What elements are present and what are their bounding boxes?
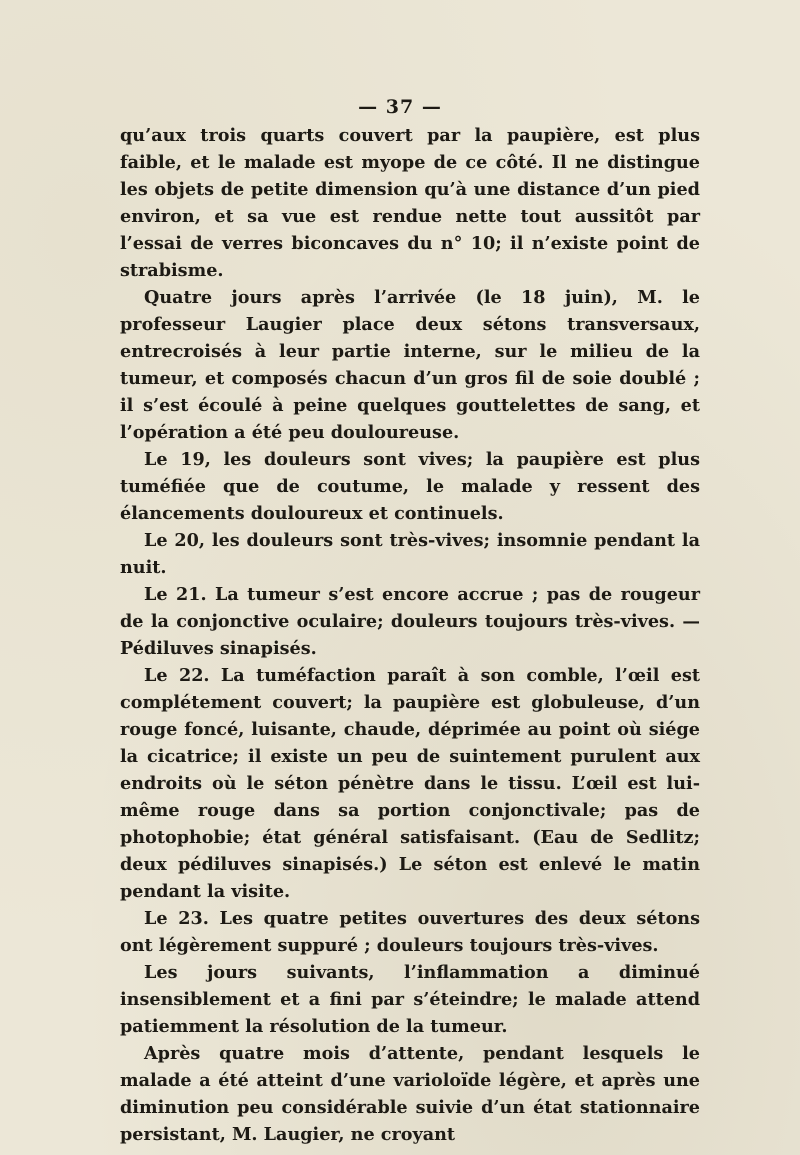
paragraph: Le 19, les douleurs sont vives; la paupière est plus tuméfiée que de coutume, le malade y ressent des élancements douloureux et continuels. [120,449,700,524]
body-text [120,122,700,1148]
paragraph: Le 23. Les quatre petites ouvertures des deux sétons ont légèrement suppuré ; douleurs toujours très-vives. [120,908,700,956]
page-number: — 37 — [358,96,442,118]
paragraph: Le 21. La tumeur s’est encore accrue ; pas de rougeur de la conjonctive oculaire; douleurs toujours très-vives. — Pédiluves sinapisés. [120,584,700,659]
paragraph: Le 20, les douleurs sont très-vives; insomnie pendant la nuit. [120,530,700,578]
paragraph: Quatre jours après l’arrivée (le 18 juin), M. le professeur Laugier place deux sétons transversaux, entrecroisés à leur partie interne, sur le milieu de la tumeur, et composés chacun d’un gros fil de soie doublé ; il s’est écoulé à peine quelques gouttelettes de sang, et l’opération a été peu douloureuse. [120,287,700,443]
paragraph: Après quatre mois d’attente, pendant lesquels le malade a été atteint d’une varioloïde légère, et après une diminution peu considérable suivie d’un état stationnaire persistant, M. Laugier, ne croyant [120,1043,700,1145]
paragraph: qu’aux trois quarts couvert par la paupière, est plus faible, et le malade est myope de ce côté. Il ne distingue les objets de petite dimension qu’à une distance d’un pied environ, et sa vue est rendue nette tout aussitôt par l’essai de verres biconcaves du n° 10; il n’existe point de strabisme. [120,125,700,281]
paragraph: Le 22. La tuméfaction paraît à son comble, l’œil est complétement couvert; la paupière est globuleuse, d’un rouge foncé, luisante, chaude, déprimée au point où siége la cicatrice; il existe un peu de suintement purulent aux endroits où le séton pénètre dans le tissu. L’œil est lui-même rouge dans sa portion conjonctivale; pas de photophobie; état général satisfaisant. (Eau de Sedlitz; deux pédiluves sinapisés.) Le séton est enlevé le matin pendant la visite. [120,665,700,902]
paragraph: Les jours suivants, l’inflammation a diminué insensiblement et a fini par s’éteindre; le malade attend patiemment la résolution de la tumeur. [120,962,700,1037]
